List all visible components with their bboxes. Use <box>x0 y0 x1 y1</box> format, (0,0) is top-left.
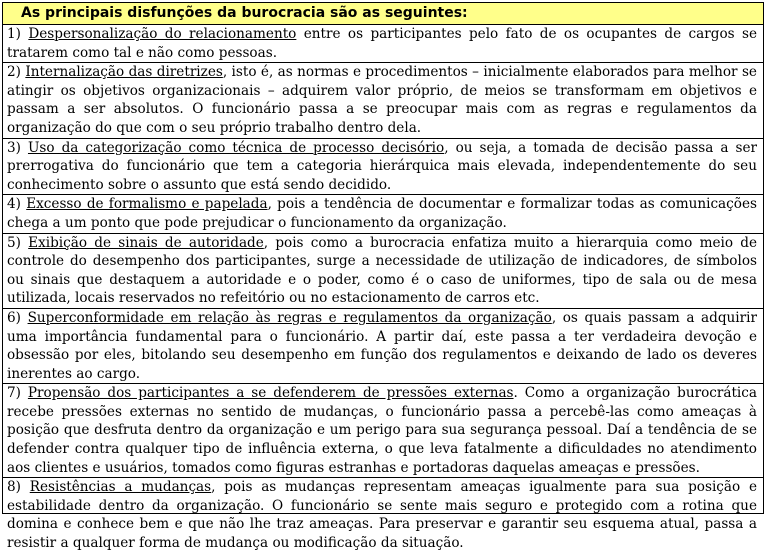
item-number: 6) <box>7 309 21 326</box>
list-item-7 <box>3 384 763 478</box>
item-term: Exibição de sinais de autoridade <box>28 234 264 251</box>
list-item-2 <box>3 63 763 138</box>
item-text: . Como a organização burocrática recebe pressões externas no sentido de mudanças, o funcionário passa a percebê-las como ameaças à posição que desfruta dentro da organização e um perigo para sua segurança pessoal. Daí a tendência de se defender contra qualquer tipo de influência externa, o que leva fatalmente a dificuldades no atendimento aos clientes e usuários, tomados como figuras estranhas e portadoras daquelas ameaças e pressões. <box>7 385 757 476</box>
item-number: 2) <box>7 64 21 81</box>
table-heading: As principais disfunções da burocracia são as seguintes: <box>3 3 763 25</box>
dysfunctions-table <box>2 2 764 552</box>
list-item-1 <box>3 25 763 63</box>
item-term: Uso da categorização como técnica de processo decisório <box>27 139 445 156</box>
item-number: 4) <box>7 196 21 213</box>
item-number: 5) <box>7 234 21 251</box>
item-term: Propensão dos participantes a se defenderem de pressões externas <box>27 385 514 402</box>
item-text: , pois as mudanças representam ameaças igualmente para sua posição e estabilidade dentro da organização. O funcionário se sente mais seguro e protegido com a rotina que domina e conhece bem e que não lhe traz ameaças. Para preservar e garantir seu esquema atual, passa a resistir a qualquer forma de mudança ou modificação da situação. <box>7 479 757 552</box>
item-text: , os quais passam a adquirir uma importância fundamental para o funcionário. A partir daí, este passa a ter verdadeira devoção e obsessão por eles, bitolando seu desempenho em função dos regulamentos e deixando de lado os deveres inerentes ao cargo. <box>7 309 757 382</box>
item-number: 7) <box>7 385 21 402</box>
item-number: 8) <box>7 479 21 496</box>
list-item-3 <box>3 139 763 196</box>
list-item-8 <box>3 478 763 552</box>
item-number: 3) <box>7 139 21 156</box>
item-text: entre os participantes pelo fato de os ocupantes de cargos se tratarem como tal e não como pessoas. <box>7 26 758 61</box>
item-term: Excesso de formalismo e papelada <box>26 196 268 213</box>
list-item-5 <box>3 234 763 309</box>
list-item-4 <box>3 195 763 233</box>
item-term: Despersonalização do relacionamento <box>28 26 297 42</box>
item-term: Internalização das diretrizes <box>25 64 223 81</box>
item-term: Superconformidade em relação às regras e regulamentos da organização <box>27 309 552 326</box>
item-text: , ou seja, a tomada de decisão passa a ser prerrogativa do funcionário que tem a categoria hierárquica mais elevada, independentemente do seu conhecimento sobre o assunto que está sendo decidido. <box>7 139 757 193</box>
item-term: Resistências a mudanças <box>29 479 212 496</box>
item-text: , isto é, as normas e procedimentos – inicialmente elaborados para melhor se atingir os objetivos organizacionais – adquirem valor próprio, de meios se transformam em objetivos e passam a ser absolutos. O funcionário passa a se preocupar mais com as regras e regulamentos da organização do que com o seu próprio trabalho dentro dela. <box>7 64 757 136</box>
item-text: , pois a tendência de documentar e formalizar todas as comunicações chega a um ponto que pode prejudicar o funcionamento da organização. <box>7 196 757 231</box>
item-number: 1) <box>7 26 21 42</box>
list-item-6 <box>3 309 763 384</box>
item-text: , pois como a burocracia enfatiza muito a hierarquia como meio de controle do desempenho dos participantes, surge a necessidade de utilização de indicadores, de símbolos ou sinais que destaquem a autoridade e o poder, como é o caso de uniformes, tipo de sala ou de mesa utilizada, locais reservados no refeitório ou no estacionamento de carros etc. <box>7 234 757 307</box>
